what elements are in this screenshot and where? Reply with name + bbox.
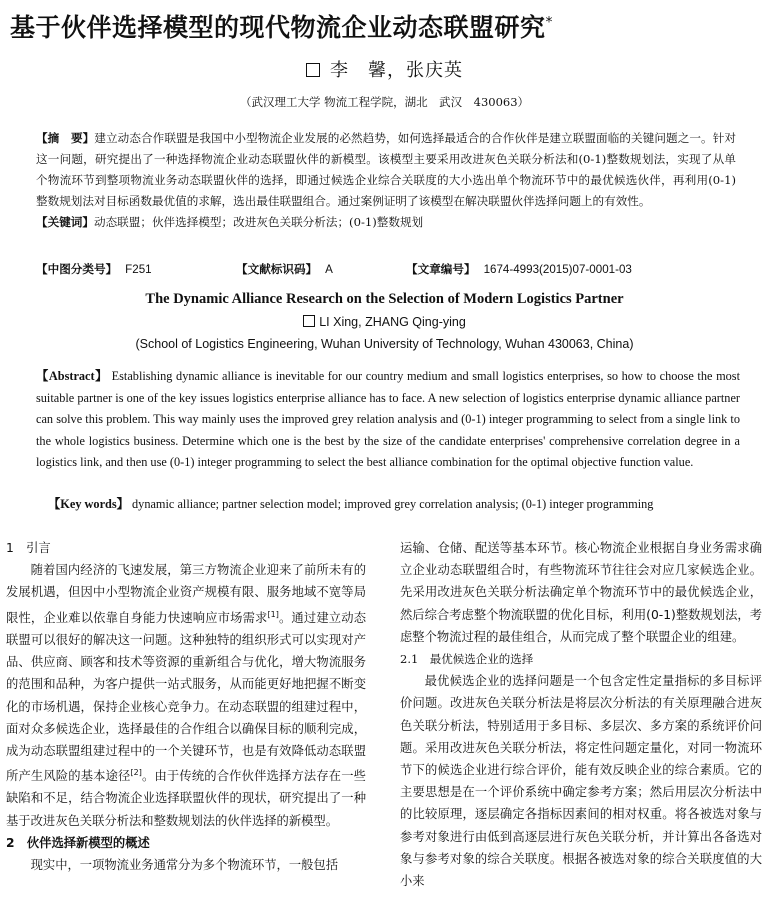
citation-1[interactable]: [1]: [267, 609, 279, 619]
paragraph-selection: 最优候选企业的选择问题是一个包含定性定量指标的多目标评价问题。改进灰色关联分析法是将层次分析法的有关原理融合进灰色关联分析法，特别适用于多目标、多层次、多方案的系统评价问题。采用改进灰色关联分析法，将定性问题定量化，对同一物流环节下的候选企业进行综合评价，能有效反映企业的综合素质。它的主要思想是在一个评价系统中确定参考方案；然后用层次分析法中的比较原理，逐层确定各指标因素间的相对权重。将各被选对象与参考对象进行由低到高逐层进行灰色关联分析，并计算出各备选对象与参考对象的综合关联度。根据各被选对象的综合关联度值的大小来: [400, 674, 762, 889]
subsection-heading-2-1: 2.1 最优候选企业的选择: [400, 652, 534, 667]
classification-row: [36, 261, 736, 277]
paragraph-intro: [6, 559, 366, 832]
doc-code-label: 【文献标识码】: [236, 262, 318, 276]
paragraph-continued: 运输、仓储、配送等基本环节。核心物流企业根据自身业务需求确立企业动态联盟组合时，有些物流环节往往会对应几家候选企业。先采用改进灰色关联分析法确定单个物流环节中的最优候选企业，然后综合考虑整个物流联盟的优化目标，利用(0-1)整数规划法，考虑整个物流过程的最佳组合，从而完成了整个联盟企业的组建。: [400, 541, 762, 644]
section-heading-intro: 1 引言: [6, 541, 51, 555]
author-box-icon: [306, 63, 320, 77]
abstract-en-text: Establishing dynamic alliance is inevitable for our country medium and small logistics enterprises, so how to choose the most suitable partner is one of the key issues logistics enterprise alliance has to face. A new selection of logistics enterprise dynamic alliance partner can solve this problem. This way mainly uses the improved grey relation analysis and (0-1) integer programming to select from a single link to the whole logistics business. Determine which one is the best by the size of the candidate enterprises' comprehensive correlation degree in a logistics link, and then use (0-1) integer programming to select the best alliance combination for the optimal objective function value.: [36, 369, 740, 470]
keywords-cn-label: 【关键词】: [36, 215, 94, 229]
keywords-en-label: 【Key words】: [48, 497, 129, 511]
affiliation: （武汉理工大学 物流工程学院，湖北 武汉 430063）: [239, 95, 530, 109]
paragraph-text: 。由于传统的合作伙伴选择方法存在一些缺陷和不足，结合物流企业选择联盟伙伴的现状，研究提出了一种基于改进灰色关联分析法和整数规划法的伙伴选择的新模型。: [6, 769, 366, 828]
article-no-label: 【文章编号】: [406, 262, 476, 276]
abstract-cn: [36, 128, 736, 233]
clc-label: 【中图分类号】: [36, 262, 118, 276]
english-author-box-icon: [303, 315, 315, 327]
abstract-en-label: 【Abstract】: [36, 369, 108, 383]
body-column-right: [400, 537, 762, 892]
authors: 李 馨，张庆英: [330, 60, 463, 81]
english-affiliation: (School of Logistics Engineering, Wuhan University of Technology, Wuhan 430063, China): [135, 337, 634, 351]
paper-title: [10, 8, 760, 44]
article-no-value: 1674-4993(2015)07-0001-03: [483, 263, 632, 276]
author-line: [0, 56, 769, 82]
title-text: 基于伙伴选择模型的现代物流企业动态联盟研究: [10, 13, 546, 42]
english-authors: LI Xing, ZHANG Qing-ying: [319, 315, 466, 329]
body-column-left: [6, 537, 366, 876]
citation-2[interactable]: [2]: [130, 768, 142, 778]
english-title: The Dynamic Alliance Research on the Selection of Modern Logistics Partner: [145, 291, 624, 307]
paragraph-model: 现实中，一项物流业务通常分为多个物流环节，一般包括: [30, 858, 339, 873]
section-heading-model: 2 伙伴选择新模型的概述: [6, 835, 150, 850]
abstract-en: [36, 366, 740, 474]
english-author-line: [0, 315, 769, 329]
title-footnote-mark: *: [545, 14, 554, 31]
paragraph-text: 。通过建立动态联盟可以很好的解决这一问题。这种独特的组织形式可以实现对产品、供应商、顾客和技术等资源的重新组合与优化，增大物流服务的范围和品种，为客户提供一站式服务，从而能更好地把握不断变化的市场机遇，保持企业核心竞争力。在动态联盟的组建过程中，面对众多候选企业，选择最佳的合作组合以确保目标的顺利完成，成为动态联盟组建过程中的一个关键环节，也是有效降低动态联盟所产生风险的基本途径: [6, 610, 366, 784]
doc-code-value: A: [325, 263, 333, 276]
paragraph-text: 随着国内经济的飞速发展，第三方物流企业迎来了前所未有的发展机遇，但因中小型物流企业资产规模有限、服务地域不宽等局限性，企业难以依靠自身能力快速响应市场需求: [6, 563, 366, 625]
abstract-cn-label: 【摘 要】: [36, 131, 95, 145]
clc-value: F251: [125, 263, 152, 276]
keywords-en: [48, 494, 748, 512]
keywords-en-text: dynamic alliance; partner selection model; improved grey correlation analysis; (0-1) integer programming: [128, 497, 654, 511]
keywords-cn-text: 动态联盟；伙伴选择模型；改进灰色关联分析法；(0-1)整数规划: [93, 215, 424, 229]
abstract-cn-text: 建立动态合作联盟是我国中小型物流企业发展的必然趋势，如何选择最适合的合作伙伴是建立联盟面临的关键问题之一。针对这一问题，研究提出了一种选择物流企业动态联盟伙伴的新模型。该模型主要采用改进灰色关联分析法和(0-1)整数规划法，实现了从单个物流环节到整项物流业务动态联盟伙伴的选择，即通过候选企业综合关联度的大小选出单个物流环节中的最优候选伙伴，再利用(0-1)整数规划法对目标函数最优值的求解，选出最佳联盟组合。通过案例证明了该模型在解决联盟伙伴选择问题上的有效性。: [36, 131, 736, 208]
